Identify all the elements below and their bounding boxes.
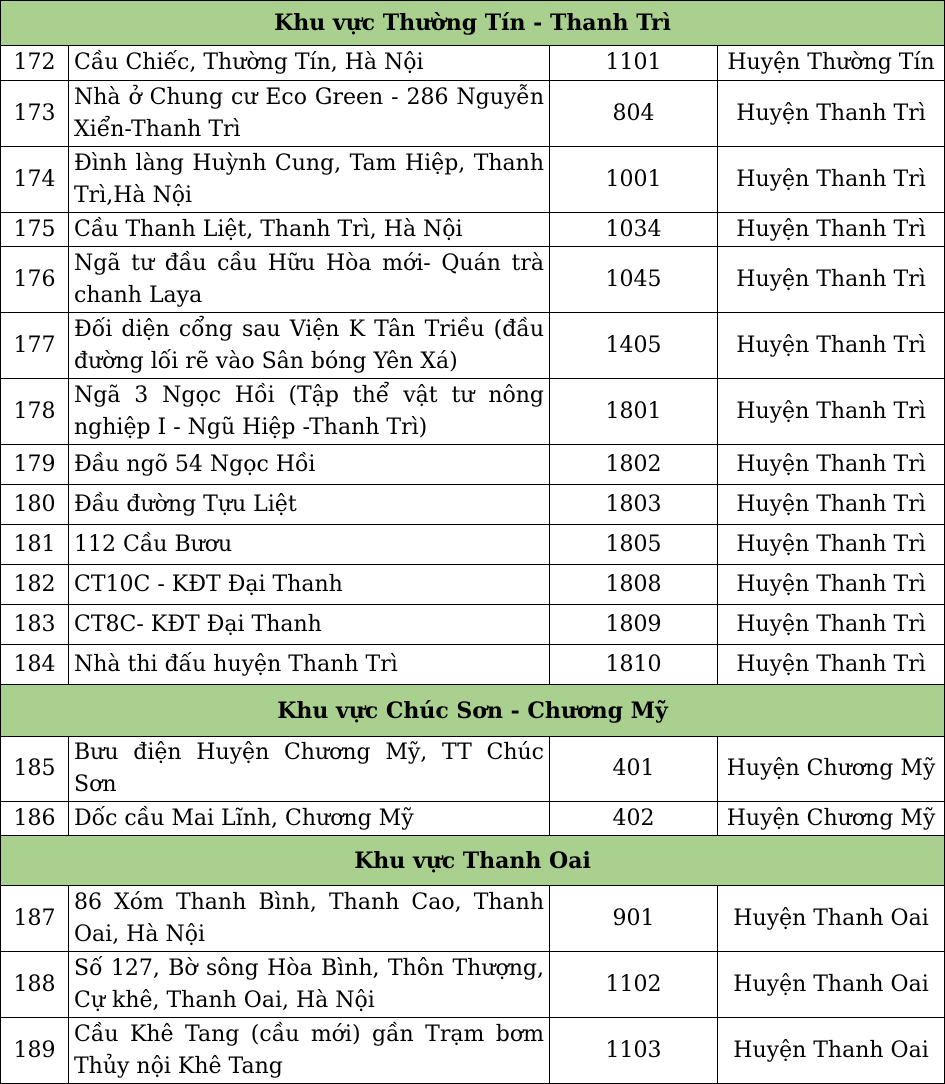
row-number: 176 (1, 247, 69, 313)
row-district: Huyện Thanh Trì (718, 485, 945, 525)
row-address: Số 127, Bờ sông Hòa Bình, Thôn Thượng, Cự khê, Thanh Oai, Hà Nội (69, 952, 550, 1018)
table-row (1, 147, 945, 213)
table-row (1, 313, 945, 379)
table-row (1, 379, 945, 445)
row-district: Huyện Chương Mỹ (718, 737, 945, 802)
row-number: 179 (1, 445, 69, 485)
row-district: Huyện Chương Mỹ (718, 802, 945, 836)
row-number: 172 (1, 46, 69, 81)
row-number: 187 (1, 886, 69, 952)
row-number: 182 (1, 565, 69, 605)
row-address: Cầu Thanh Liệt, Thanh Trì, Hà Nội (69, 213, 550, 247)
section-title: Khu vực Thường Tín - Thanh Trì (1, 1, 945, 46)
row-code: 804 (550, 81, 718, 147)
row-address: Đối diện cổng sau Viện K Tân Triều (đầu đường lối rẽ vào Sân bóng Yên Xá) (69, 313, 550, 379)
section-header (1, 1, 945, 46)
row-district: Huyện Thanh Trì (718, 147, 945, 213)
table-row (1, 213, 945, 247)
row-address: Bưu điện Huyện Chương Mỹ, TT Chúc Sơn (69, 737, 550, 802)
row-code: 1805 (550, 525, 718, 565)
row-address: Cầu Chiếc, Thường Tín, Hà Nội (69, 46, 550, 81)
row-address: Ngã tư đầu cầu Hữu Hòa mới- Quán trà chanh Laya (69, 247, 550, 313)
table-row (1, 952, 945, 1018)
row-address: Đình làng Huỳnh Cung, Tam Hiệp, Thanh Trì,Hà Nội (69, 147, 550, 213)
section-title: Khu vực Thanh Oai (1, 836, 945, 886)
row-code: 1045 (550, 247, 718, 313)
row-address: CT8C- KĐT Đại Thanh (69, 605, 550, 645)
row-address: 112 Cầu Bươu (69, 525, 550, 565)
table-row (1, 605, 945, 645)
row-code: 1034 (550, 213, 718, 247)
row-number: 174 (1, 147, 69, 213)
table-row (1, 1018, 945, 1084)
row-code: 901 (550, 886, 718, 952)
row-number: 173 (1, 81, 69, 147)
row-district: Huyện Thanh Trì (718, 213, 945, 247)
row-code: 1001 (550, 147, 718, 213)
row-code: 1405 (550, 313, 718, 379)
table-row (1, 737, 945, 802)
row-district: Huyện Thanh Oai (718, 886, 945, 952)
row-code: 1810 (550, 645, 718, 685)
table-row (1, 886, 945, 952)
row-address: Ngã 3 Ngọc Hồi (Tập thể vật tư nông nghiệp I - Ngũ Hiệp -Thanh Trì) (69, 379, 550, 445)
row-code: 1801 (550, 379, 718, 445)
row-number: 183 (1, 605, 69, 645)
table-row (1, 247, 945, 313)
row-address: Đầu đường Tựu Liệt (69, 485, 550, 525)
table-row (1, 565, 945, 605)
row-address: Đầu ngõ 54 Ngọc Hồi (69, 445, 550, 485)
table-row (1, 525, 945, 565)
row-district: Huyện Thanh Trì (718, 247, 945, 313)
row-address: Cầu Khê Tang (cầu mới) gần Trạm bơm Thủy nội Khê Tang (69, 1018, 550, 1084)
table-row (1, 445, 945, 485)
row-address: Nhà ở Chung cư Eco Green - 286 Nguyễn Xiển-Thanh Trì (69, 81, 550, 147)
section-title: Khu vực Chúc Sơn - Chương Mỹ (1, 685, 945, 737)
row-code: 401 (550, 737, 718, 802)
table-row (1, 46, 945, 81)
section-header (1, 685, 945, 737)
row-number: 185 (1, 737, 69, 802)
row-code: 1803 (550, 485, 718, 525)
table-row (1, 485, 945, 525)
section-header (1, 836, 945, 886)
row-number: 184 (1, 645, 69, 685)
table-row (1, 645, 945, 685)
row-address: 86 Xóm Thanh Bình, Thanh Cao, Thanh Oai, Hà Nội (69, 886, 550, 952)
row-address: Nhà thi đấu huyện Thanh Trì (69, 645, 550, 685)
row-district: Huyện Thanh Trì (718, 313, 945, 379)
row-code: 1809 (550, 605, 718, 645)
row-district: Huyện Thanh Trì (718, 81, 945, 147)
row-number: 177 (1, 313, 69, 379)
row-number: 180 (1, 485, 69, 525)
row-district: Huyện Thanh Trì (718, 445, 945, 485)
row-number: 178 (1, 379, 69, 445)
row-number: 186 (1, 802, 69, 836)
row-district: Huyện Thanh Trì (718, 379, 945, 445)
row-district: Huyện Thường Tín (718, 46, 945, 81)
row-code: 1802 (550, 445, 718, 485)
table-row (1, 802, 945, 836)
row-district: Huyện Thanh Oai (718, 952, 945, 1018)
row-district: Huyện Thanh Trì (718, 565, 945, 605)
row-code: 1808 (550, 565, 718, 605)
row-district: Huyện Thanh Trì (718, 605, 945, 645)
row-district: Huyện Thanh Trì (718, 645, 945, 685)
row-code: 1103 (550, 1018, 718, 1084)
row-number: 189 (1, 1018, 69, 1084)
row-number: 175 (1, 213, 69, 247)
row-address: Dốc cầu Mai Lĩnh, Chương Mỹ (69, 802, 550, 836)
row-address: CT10C - KĐT Đại Thanh (69, 565, 550, 605)
row-district: Huyện Thanh Oai (718, 1018, 945, 1084)
row-number: 181 (1, 525, 69, 565)
table-row (1, 81, 945, 147)
row-code: 402 (550, 802, 718, 836)
row-district: Huyện Thanh Trì (718, 525, 945, 565)
row-number: 188 (1, 952, 69, 1018)
row-code: 1101 (550, 46, 718, 81)
row-code: 1102 (550, 952, 718, 1018)
